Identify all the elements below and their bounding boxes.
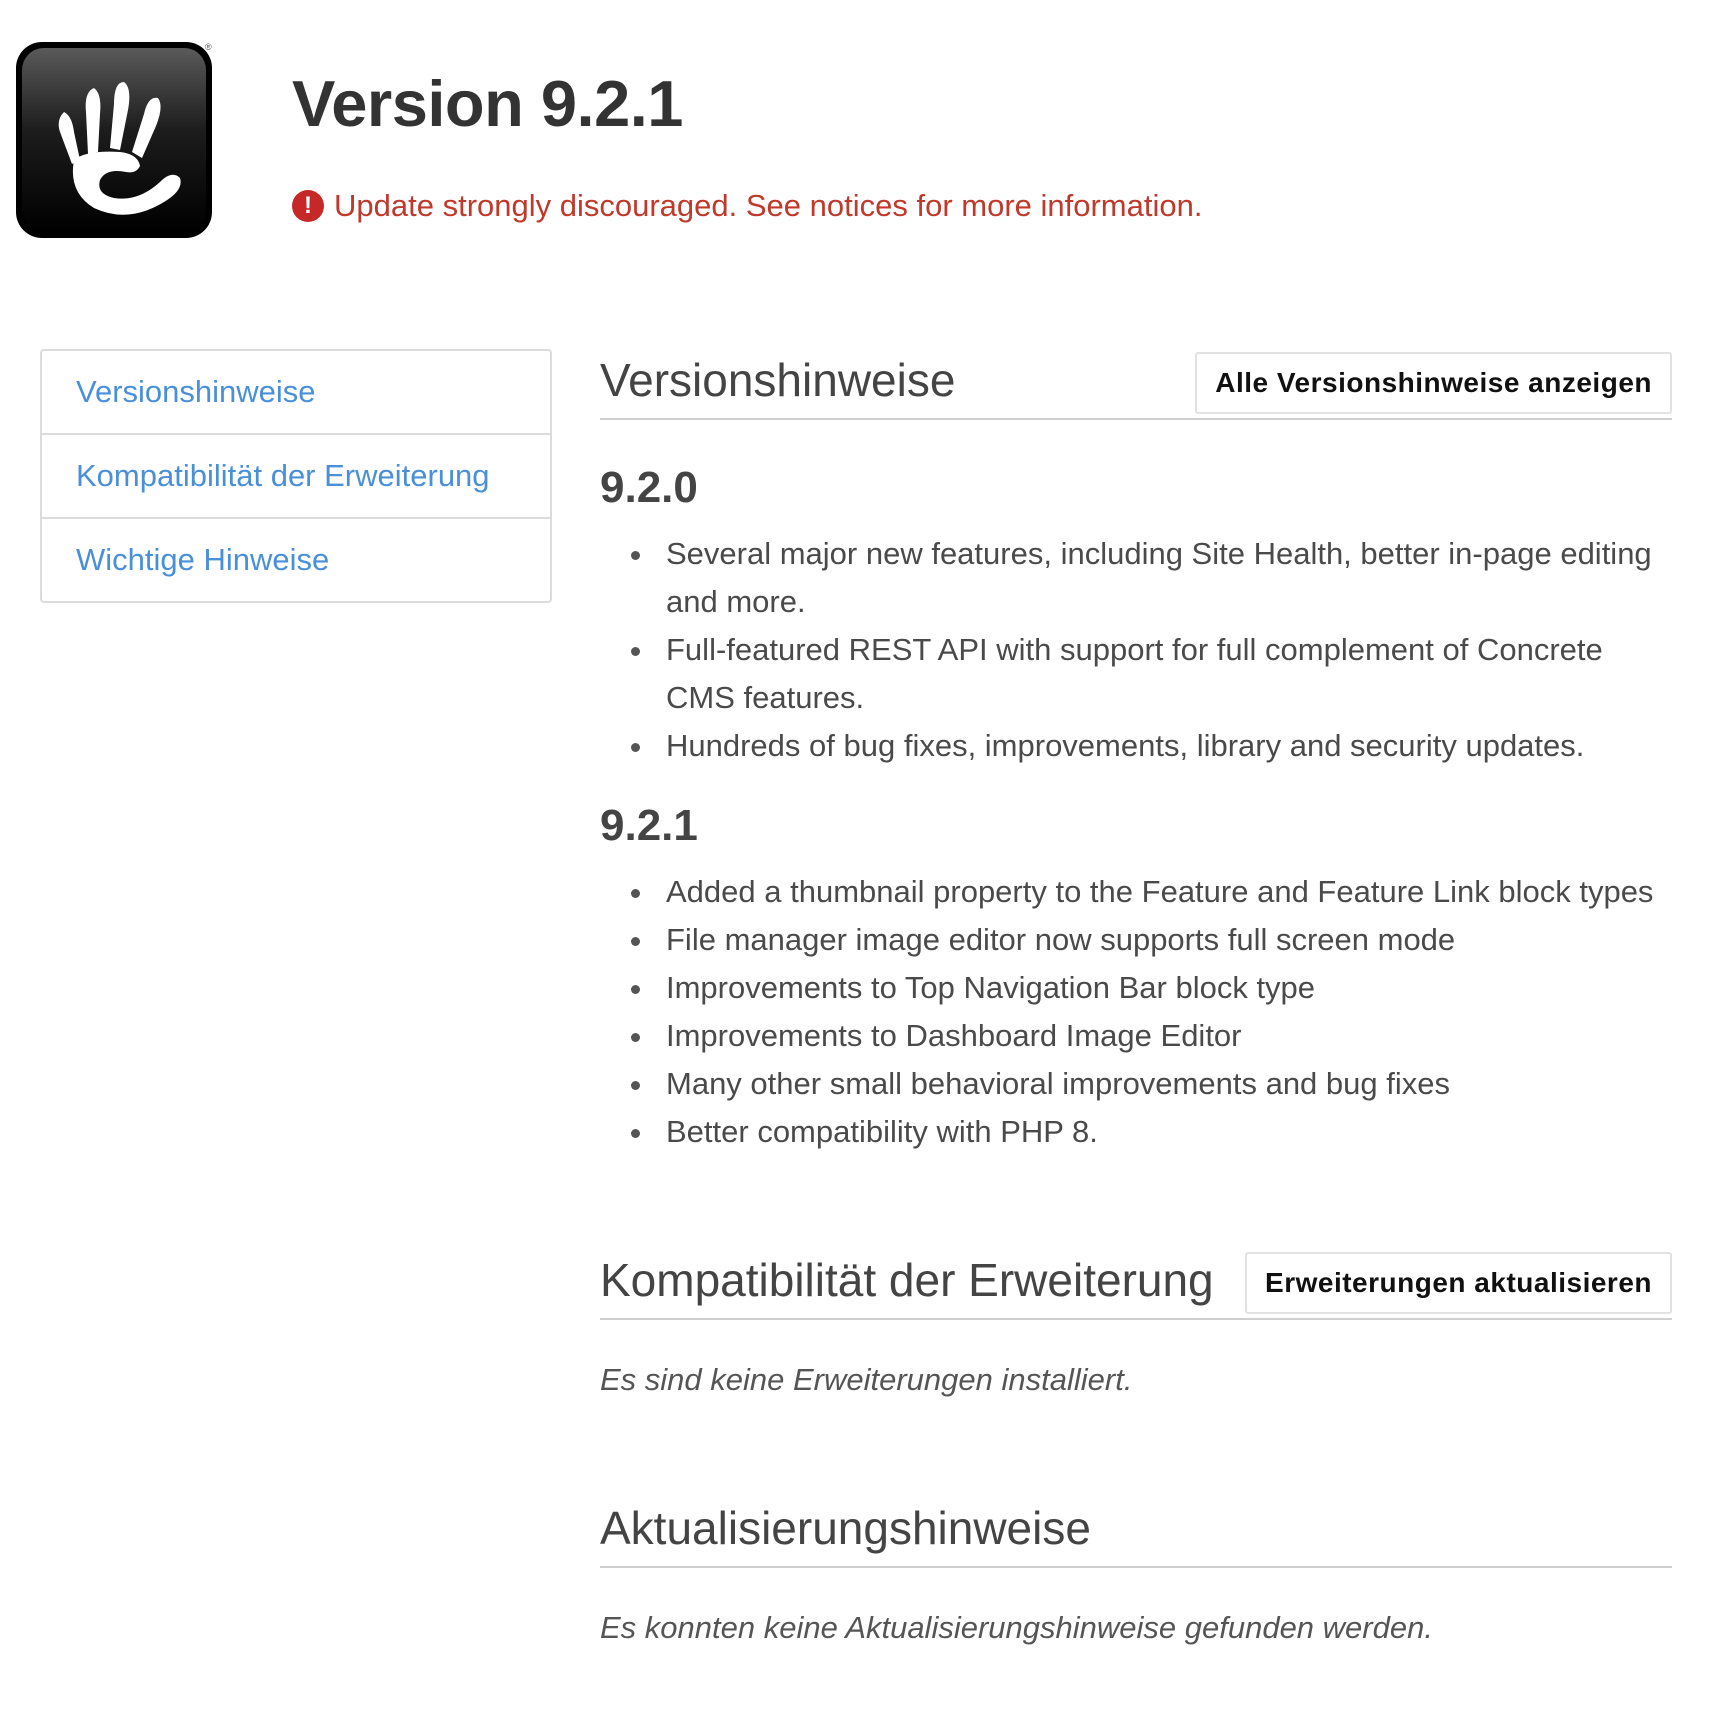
list-item: File manager image editor now supports full screen mode [600,916,1672,964]
show-all-release-notes-button[interactable]: Alle Versionshinweise anzeigen [1195,352,1672,414]
list-item: Improvements to Dashboard Image Editor [600,1012,1672,1060]
update-extensions-button[interactable]: Erweiterungen aktualisieren [1245,1252,1672,1314]
sidebar-item-kompatibilitaet[interactable]: Kompatibilität der Erweiterung [42,435,550,519]
no-extensions-text: Es sind keine Erweiterungen installiert. [600,1362,1133,1397]
release-notes-title: Versionshinweise [600,354,956,406]
concrete-cms-logo-icon [16,42,212,238]
main-content [600,340,1672,1650]
extension-compat-section [600,1240,1672,1402]
sidebar-item-wichtige-hinweise[interactable]: Wichtige Hinweise [76,542,330,577]
registered-mark: ® [205,42,212,52]
release-9-2-1 [600,798,1672,1156]
list-item: Hundreds of bug fixes, improvements, library and security updates. [600,722,1672,770]
release-version-heading: 9.2.1 [600,801,698,850]
no-update-notices-text: Es konnten keine Aktualisierungshinweise gefunden werden. [600,1610,1433,1645]
release-notes-list [600,868,1672,1156]
release-9-2-0 [600,460,1672,770]
extension-compat-title: Kompatibilität der Erweiterung [600,1254,1214,1306]
update-notices-title: Aktualisierungshinweise [600,1502,1091,1554]
list-item: Added a thumbnail property to the Feature and Feature Link block types [600,868,1672,916]
update-warning[interactable] [292,184,1202,228]
list-item: Improvements to Top Navigation Bar block type [600,964,1672,1012]
list-item: Better compatibility with PHP 8. [600,1108,1672,1156]
list-item: Many other small behavioral improvements and bug fixes [600,1060,1672,1108]
list-item: Full-featured REST API with support for full complement of Concrete CMS features. [600,626,1672,722]
release-notes-section [600,340,1672,1156]
exclamation-circle-icon: ! [292,190,324,222]
extension-compat-header [600,1240,1672,1320]
release-version-heading: 9.2.0 [600,463,698,512]
sidebar-nav [40,349,552,603]
release-notes-header [600,340,1672,420]
update-notices-header [600,1488,1672,1568]
list-item: Several major new features, including Site Health, better in-page editing and more. [600,530,1672,626]
update-notices-section [600,1488,1672,1650]
sidebar-item-versionshinweise[interactable]: Versionshinweise [42,351,550,435]
release-notes-list [600,530,1672,770]
update-warning-text[interactable]: Update strongly discouraged. See notices for more information. [334,188,1203,223]
page-title: Version 9.2.1 [292,67,683,140]
